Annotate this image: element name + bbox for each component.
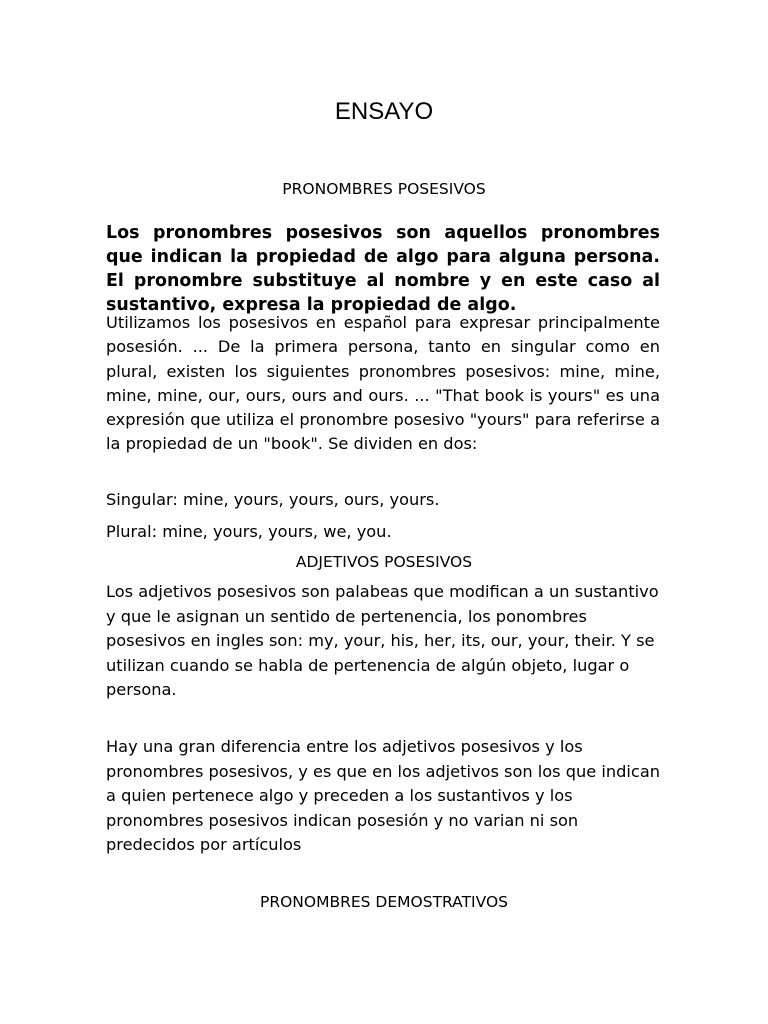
definition-paragraph: Los pronombres posesivos son aquellos pronombres que indican la propiedad de algo para alguna persona. El pronombre substituye al nombre y en este caso al sustantivo, expresa la propiedad de algo. (106, 223, 660, 315)
plural-line: Plural: mine, yours, yours, we, you. (106, 522, 392, 541)
document-title: ENSAYO (334, 98, 434, 125)
section-heading-adjetivos-posesivos: ADJETIVOS POSESIVOS (295, 553, 473, 571)
usage-paragraph: Utilizamos los posesivos en español para expresar principalmente posesión. ... De la primera persona, tanto en singular como en plural, existen los siguientes pronombres posesivos: mine, mine, mine, mine, our, ours, ours and ours. ... "That book is yours" es una expresión que utiliza el pronombre posesivo "yours" para referirse a la propiedad de un "book". Se dividen en dos: (106, 313, 660, 454)
singular-line: Singular: mine, yours, yours, ours, yours. (106, 490, 440, 509)
section-heading-pronombres-posesivos: PRONOMBRES POSESIVOS (282, 180, 486, 198)
adjetivos-paragraph: Los adjetivos posesivos son palabeas que modifican a un sustantivo y que le asignan un sentido de pertenencia, los ponombres posesivos en ingles son: my, your, his, her, its, our, your, their. Y se utilizan cuando se habla de pertenencia de algún objeto, lugar o persona. (106, 582, 659, 699)
diferencia-paragraph: Hay una gran diferencia entre los adjetivos posesivos y los pronombres posesivos, y es que en los adjetivos son los que indican a quien pertenece algo y preceden a los sustantivos y los pronombres posesivos indican posesión y no varian ni son predecidos por artículos (106, 737, 661, 854)
section-heading-pronombres-demostrativos: PRONOMBRES DEMOSTRATIVOS (259, 893, 508, 911)
